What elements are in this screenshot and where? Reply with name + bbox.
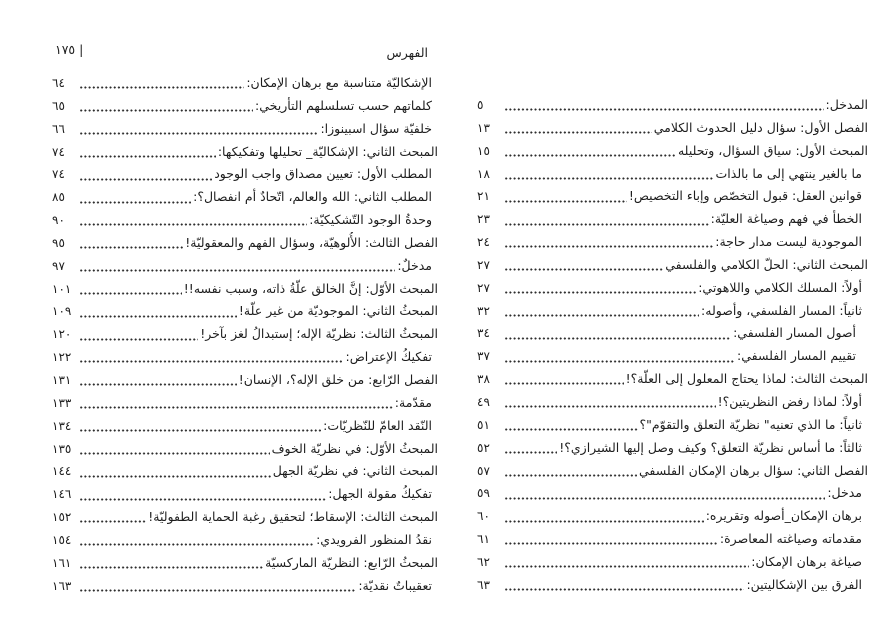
toc-entry-page-number: ١٣٤ bbox=[52, 418, 72, 433]
toc-entry-title: المبحث الأول: سياق السؤال، وتحليله bbox=[677, 142, 868, 158]
toc-entry-row bbox=[52, 209, 438, 232]
toc-entry-page-number: ٧٤ bbox=[52, 144, 65, 159]
toc-entry-page-number: ٣٧ bbox=[477, 349, 490, 364]
toc-entry-row bbox=[477, 231, 868, 254]
dotted-leader bbox=[80, 406, 393, 409]
toc-entry-title: المبحث الثاني: الإشكاليّة_ تحليلها وتفكيكها: bbox=[217, 143, 438, 159]
toc-entry-row bbox=[52, 255, 438, 278]
toc-entry-row bbox=[477, 528, 868, 551]
dotted-leader bbox=[505, 291, 696, 294]
toc-entry-title: المبحثُ الثاني: الموجوديّة من غير علّة! bbox=[238, 303, 438, 319]
toc-entry-page-number: ٥١ bbox=[477, 417, 490, 432]
toc-entry-title: الفصل الثاني: سؤال برهان الإمكان الفلسفي bbox=[638, 462, 868, 478]
toc-entry-page-number: ٥ bbox=[477, 98, 484, 112]
dotted-leader bbox=[80, 543, 314, 546]
toc-entry-row bbox=[477, 345, 868, 368]
toc-entry-title: وحدةُ الوجود التّشكيكيّة: bbox=[309, 212, 432, 228]
dotted-leader bbox=[505, 405, 716, 408]
toc-entry-row bbox=[477, 460, 868, 483]
toc-entry-title: المبحث الثاني: في نظريّة الجهل bbox=[272, 463, 438, 479]
toc-entry-page-number: ١٠٩ bbox=[52, 304, 72, 319]
toc-entry-title: قوانين العقل: قبول التخصّص وإباء التخصيص! bbox=[628, 188, 862, 204]
dotted-leader bbox=[80, 246, 183, 249]
toc-entry-title: المبحث الثالث: لماذا يحتاج المعلول إلى العلّة؟! bbox=[625, 371, 868, 387]
dotted-leader bbox=[80, 383, 237, 386]
toc-entry-row bbox=[52, 392, 438, 415]
toc-entry-row bbox=[52, 300, 438, 323]
toc-entry-title: تفكيكُ مقولة الجهل: bbox=[328, 486, 432, 502]
toc-entry-page-number: ٢٣ bbox=[477, 212, 490, 227]
toc-entry-title: ثانياً: ما الذي تعنيه" نظريّة التعلق والتقوّم"؟ bbox=[639, 416, 862, 432]
toc-entry-page-number: ٦٦ bbox=[52, 121, 65, 136]
toc-entry-title: مدخلٌ: bbox=[397, 257, 432, 273]
toc-entry-row bbox=[477, 505, 868, 528]
toc-entry-title: المبحثُ الثالث: نظريّة الإله؛ إستبدالُ لغز بآخر! bbox=[200, 326, 438, 342]
toc-entry-row bbox=[52, 278, 438, 301]
toc-entry-row bbox=[52, 163, 438, 186]
dotted-leader bbox=[80, 292, 182, 295]
dotted-leader bbox=[80, 315, 237, 318]
dotted-leader bbox=[505, 223, 709, 226]
toc-entry-row bbox=[477, 574, 868, 597]
toc-entry-row bbox=[477, 482, 868, 505]
dotted-leader bbox=[505, 177, 714, 180]
dotted-leader bbox=[80, 429, 321, 432]
toc-entry-row bbox=[477, 94, 868, 117]
toc-column-left-page bbox=[52, 72, 438, 597]
toc-entry-title: ثانياً: المسار الفلسفي، وأصوله: bbox=[701, 302, 862, 318]
toc-entry-row bbox=[52, 346, 438, 369]
toc-entry-row bbox=[52, 438, 438, 461]
toc-entry-row bbox=[52, 323, 438, 346]
toc-entry-title: تقييم المسار الفلسفي: bbox=[737, 348, 856, 364]
toc-entry-page-number: ٢١ bbox=[477, 189, 490, 204]
toc-entry-page-number: ١٣١ bbox=[52, 372, 72, 387]
toc-entry-page-number: ١٤٦ bbox=[52, 487, 72, 502]
toc-entry-page-number: ٨٥ bbox=[52, 190, 65, 205]
toc-entry-row bbox=[52, 72, 438, 95]
toc-entry-title: النّقد العامّ للنّظريّات: bbox=[323, 417, 432, 433]
dotted-leader bbox=[505, 268, 663, 271]
toc-entry-title: أولاً: المسلك الكلامي واللاهوتي: bbox=[698, 279, 862, 295]
toc-entry-title: أولاً: لماذا رفض النظريتين؟! bbox=[717, 393, 862, 409]
dotted-leader bbox=[505, 131, 652, 134]
toc-entry-page-number: ١٣٣ bbox=[52, 395, 72, 410]
toc-entry-row bbox=[52, 95, 438, 118]
toc-entry-title: الفصل الثالث: الأُلوهيّة، وسؤال الفهم والمعقوليّة! bbox=[185, 234, 438, 250]
dotted-leader bbox=[80, 269, 395, 272]
toc-entry-page-number: ١٤٤ bbox=[52, 464, 72, 479]
toc-entry-page-number: ١٨ bbox=[477, 166, 490, 181]
dotted-leader bbox=[505, 245, 713, 248]
toc-entry-title: خلفيّة سؤال اسبينوزا: bbox=[320, 120, 432, 136]
toc-entry-row bbox=[477, 551, 868, 574]
toc-entry-page-number: ١٢٢ bbox=[52, 350, 72, 365]
toc-entry-title: المبحث الثالث: الإسقاط؛ لتحقيق رغبة الحماية الطفوليّة! bbox=[148, 509, 438, 525]
toc-entry-title: المدخل: bbox=[825, 97, 868, 112]
toc-entry-page-number: ٥٧ bbox=[477, 463, 490, 478]
toc-entry-page-number: ٥٩ bbox=[477, 486, 490, 501]
toc-entry-page-number: ٢٧ bbox=[477, 280, 490, 295]
toc-entry-title: الموجودية ليست مدار حاجة: bbox=[715, 234, 862, 250]
toc-entry-title: برهان الإمكان_أصوله وتقريره: bbox=[705, 508, 862, 524]
dotted-leader bbox=[80, 86, 244, 89]
dotted-leader bbox=[80, 178, 212, 181]
running-head-title: الفهرس bbox=[386, 45, 428, 60]
toc-entry-title: ما بالغير ينتهي إلى ما بالذات bbox=[715, 165, 862, 181]
toc-entry-title: الفصل الرّابع: من خلق الإله؟، الإنسان! bbox=[238, 371, 438, 387]
dotted-leader bbox=[80, 475, 271, 478]
toc-entry-row bbox=[52, 415, 438, 438]
toc-entry-row bbox=[477, 322, 868, 345]
toc-entry-page-number: ٩٧ bbox=[52, 258, 65, 273]
toc-entry-row bbox=[52, 552, 438, 575]
toc-entry-title: ثالثاً: ما أساس نظريّة التعلق؟ وكيف وصل إليها الشيرازي؟! bbox=[559, 439, 862, 455]
toc-entry-page-number: ٤٩ bbox=[477, 394, 490, 409]
dotted-leader bbox=[80, 109, 253, 112]
dotted-leader bbox=[505, 520, 704, 523]
toc-entry-row bbox=[52, 141, 438, 164]
toc-entry-row bbox=[477, 277, 868, 300]
toc-entry-page-number: ٦٠ bbox=[477, 509, 490, 524]
toc-entry-title: الفرق بين الإشكاليتين: bbox=[746, 576, 862, 592]
toc-entry-page-number: ١٢٠ bbox=[52, 327, 72, 342]
toc-entry-row bbox=[52, 369, 438, 392]
toc-entry-row bbox=[477, 391, 868, 414]
toc-entry-title: مقدّمة: bbox=[394, 394, 432, 410]
toc-entry-page-number: ١٥٢ bbox=[52, 510, 72, 525]
dotted-leader bbox=[505, 108, 824, 111]
toc-column-right-page bbox=[477, 94, 868, 597]
toc-entry-title: تفكيكُ الإعتراض: bbox=[345, 349, 432, 365]
toc-entry-title: الإشكاليّة متناسبة مع برهان الإمكان: bbox=[246, 75, 432, 90]
toc-entry-page-number: ١٦٣ bbox=[52, 578, 72, 593]
toc-entry-row bbox=[52, 186, 438, 209]
toc-entry-title: نقدُ المنظور الفرويدي: bbox=[316, 531, 432, 547]
toc-entry-page-number: ٦٢ bbox=[477, 554, 490, 569]
dotted-leader bbox=[505, 154, 676, 157]
dotted-leader bbox=[505, 360, 735, 363]
dotted-leader bbox=[505, 382, 624, 385]
toc-entry-title: أصول المسار الفلسفي: bbox=[733, 325, 856, 341]
dotted-leader bbox=[80, 338, 198, 341]
toc-entry-row bbox=[477, 300, 868, 323]
toc-entry-page-number: ٣٤ bbox=[477, 326, 490, 341]
toc-entry-row bbox=[477, 163, 868, 186]
toc-entry-page-number: ٦٤ bbox=[52, 76, 65, 90]
dotted-leader bbox=[80, 201, 191, 204]
toc-entry-page-number: ١٣ bbox=[477, 120, 490, 135]
toc-entry-title: المبحث الأوّل: إنَّ الخالق علّةُ ذاته، وسبب نفسه!! bbox=[183, 280, 438, 296]
toc-entry-page-number: ٦٥ bbox=[52, 98, 65, 113]
dotted-leader bbox=[505, 200, 627, 203]
running-head-folio: ١٧٥ | bbox=[55, 42, 84, 57]
dotted-leader bbox=[505, 337, 731, 340]
toc-entry-row bbox=[52, 575, 438, 598]
dotted-leader bbox=[505, 497, 825, 500]
toc-entry-title: مدخل: bbox=[827, 485, 862, 501]
toc-entry-page-number: ١٠١ bbox=[52, 281, 72, 296]
toc-entry-page-number: ٩٠ bbox=[52, 213, 65, 228]
toc-entry-title: المبحث الثاني: الحلّ الكلامي والفلسفي bbox=[665, 256, 868, 272]
toc-entry-page-number: ٣٨ bbox=[477, 372, 490, 387]
toc-entry-page-number: ١٣٥ bbox=[52, 441, 72, 456]
toc-entry-row bbox=[477, 117, 868, 140]
dotted-leader bbox=[80, 155, 216, 158]
toc-entry-row bbox=[477, 254, 868, 277]
dotted-leader bbox=[505, 451, 557, 454]
toc-entry-row bbox=[52, 483, 438, 506]
dotted-leader bbox=[505, 565, 749, 568]
dotted-leader bbox=[80, 498, 326, 501]
toc-entry-title: المطلب الأول: تعيين مصداق واجب الوجود bbox=[214, 166, 432, 182]
toc-entry-row bbox=[52, 460, 438, 483]
toc-entry-page-number: ١٥ bbox=[477, 143, 490, 158]
toc-entry-row bbox=[52, 529, 438, 552]
toc-entry-page-number: ٣٢ bbox=[477, 303, 490, 318]
dotted-leader bbox=[80, 132, 318, 135]
toc-entry-page-number: ٢٧ bbox=[477, 257, 490, 272]
toc-entry-title: كلماتهم حسب تسلسلهم التأريخي: bbox=[255, 97, 432, 113]
toc-entry-row bbox=[477, 437, 868, 460]
dotted-leader bbox=[80, 360, 343, 363]
toc-entry-title: المبحثُ الأوّل: في نظريّة الخوف bbox=[271, 440, 438, 456]
toc-entry-page-number: ٦١ bbox=[477, 532, 490, 547]
dotted-leader bbox=[505, 314, 699, 317]
toc-entry-page-number: ١٥٤ bbox=[52, 532, 72, 547]
toc-entry-page-number: ٥٢ bbox=[477, 440, 490, 455]
toc-entry-row bbox=[477, 185, 868, 208]
toc-entry-page-number: ٢٤ bbox=[477, 235, 490, 250]
dotted-leader bbox=[80, 566, 263, 569]
dotted-leader bbox=[80, 223, 307, 226]
toc-entry-title: صياغة برهان الإمكان: bbox=[751, 553, 862, 569]
toc-entry-title: تعقيباتٌ نقديّة: bbox=[358, 577, 432, 593]
toc-entry-title: المطلب الثاني: الله والعالم، اتّحادٌ أم انفصال؟: bbox=[193, 189, 432, 205]
toc-entry-row bbox=[477, 368, 868, 391]
toc-entry-page-number: ١٦١ bbox=[52, 555, 72, 570]
toc-entry-row bbox=[477, 208, 868, 231]
toc-entry-title: الخطأ في فهم وصياغة العليّة: bbox=[710, 211, 862, 227]
toc-entry-page-number: ٦٣ bbox=[477, 577, 490, 592]
toc-entry-page-number: ٧٤ bbox=[52, 167, 65, 182]
toc-entry-row bbox=[477, 414, 868, 437]
dotted-leader bbox=[80, 589, 356, 592]
toc-entry-title: المبحثُ الرّابع: النظريّة الماركسيّة bbox=[265, 554, 438, 570]
toc-entry-row bbox=[52, 506, 438, 529]
toc-entry-row bbox=[52, 232, 438, 255]
dotted-leader bbox=[505, 588, 744, 591]
toc-entry-title: مقدماته وصياغته المعاصرة: bbox=[719, 531, 862, 547]
toc-entry-title: الفصل الأول: سؤال دليل الحدوث الكلامي bbox=[653, 119, 868, 135]
toc-entry-row bbox=[52, 118, 438, 141]
dotted-leader bbox=[80, 452, 270, 455]
toc-entry-row bbox=[477, 140, 868, 163]
dotted-leader bbox=[505, 428, 638, 431]
dotted-leader bbox=[80, 520, 146, 523]
toc-entry-page-number: ٩٥ bbox=[52, 235, 65, 250]
dotted-leader bbox=[505, 474, 637, 477]
dotted-leader bbox=[505, 542, 718, 545]
